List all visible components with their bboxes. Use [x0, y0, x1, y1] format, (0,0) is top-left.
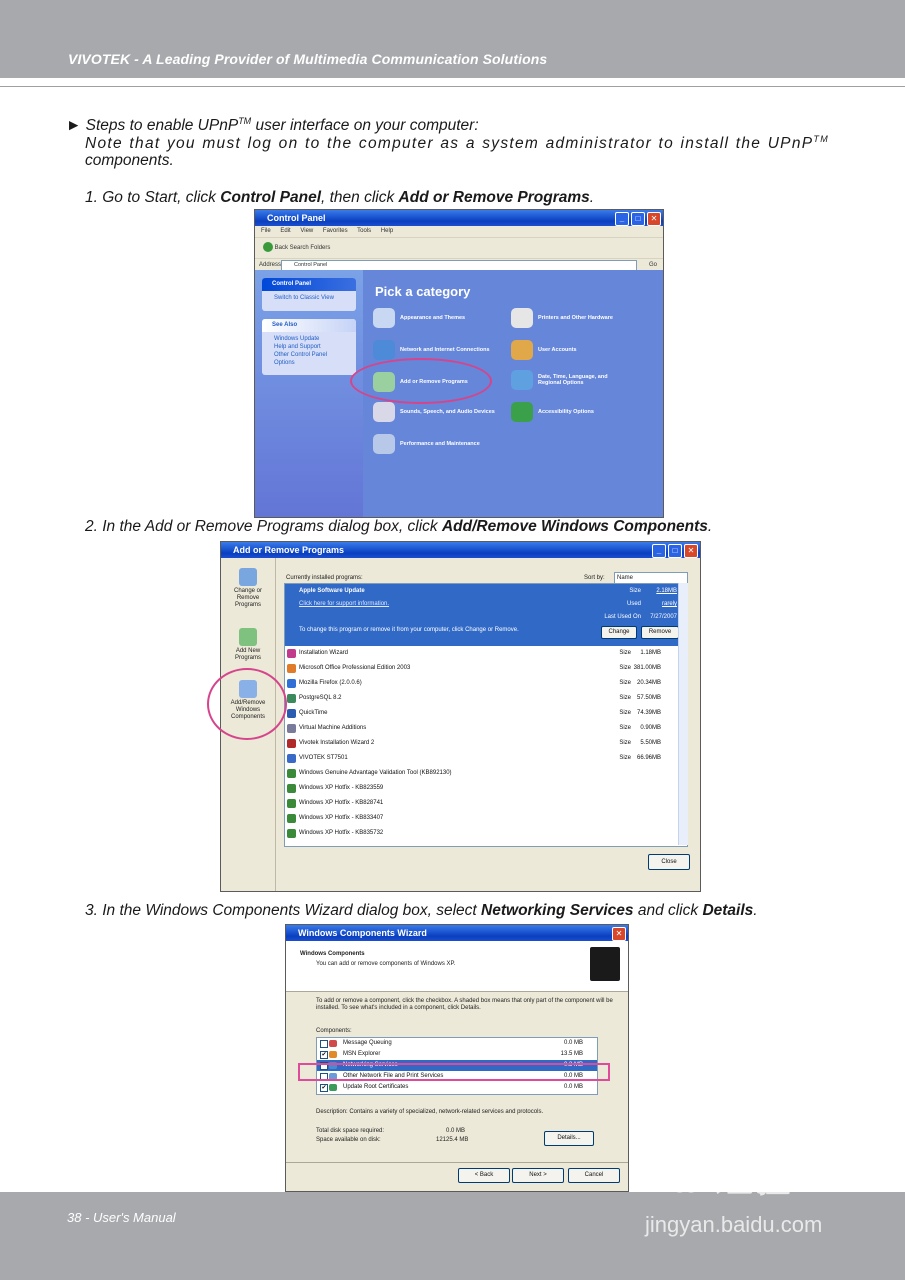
page-header-band	[0, 0, 905, 78]
network-icon	[373, 340, 395, 360]
program-name: Virtual Machine Additions	[299, 725, 367, 731]
header-title: VIVOTEK - A Leading Provider of Multimedia Communication Solutions	[68, 51, 548, 67]
program-rows	[285, 646, 687, 841]
component-row[interactable]	[317, 1082, 597, 1093]
cp-menu-bar[interactable]: File Edit View Favorites Tools Help	[255, 226, 663, 237]
category-accessibility[interactable]: Accessibility Options	[511, 402, 594, 422]
program-icon	[287, 769, 296, 778]
program-icon	[287, 679, 296, 688]
program-size: 1.18MB	[640, 650, 661, 656]
program-icon	[287, 664, 296, 673]
program-size-label: Size	[619, 650, 631, 656]
program-row[interactable]	[285, 781, 687, 796]
program-icon	[287, 709, 296, 718]
program-row[interactable]	[285, 661, 687, 676]
sounds-icon	[373, 402, 395, 422]
watermark-url: jingyan.baidu.com	[645, 1212, 823, 1237]
total-space-label: Total disk space required:	[316, 1128, 385, 1134]
program-name: Windows XP Hotfix - KB833407	[299, 815, 384, 821]
intro-text: Steps to enable UPnP	[85, 117, 239, 135]
add-new-icon	[239, 628, 257, 646]
program-name: Windows XP Hotfix - KB823559	[299, 785, 384, 791]
component-name: Networking Services	[343, 1062, 398, 1068]
program-name: QuickTime	[299, 710, 328, 716]
help-support-link[interactable]: Help and Support	[274, 344, 321, 350]
program-row[interactable]	[285, 736, 687, 751]
program-size: 57.50MB	[636, 695, 661, 701]
program-row[interactable]	[285, 676, 687, 691]
back-button[interactable]: < Back	[458, 1168, 510, 1183]
performance-icon	[373, 434, 395, 454]
wizard-instructions: To add or remove a component, click the checkbox. A shaded box means that only part of the component will be installed. To see what's included in a component, click Details.	[316, 998, 613, 1011]
category-network[interactable]: Network and Internet Connections	[373, 340, 490, 360]
program-size: 20.34MB	[636, 680, 661, 686]
switch-classic-view-link[interactable]: Switch to Classic View	[274, 295, 334, 301]
change-button[interactable]: Change	[601, 626, 637, 639]
program-name: PostgreSQL 8.2	[299, 695, 342, 701]
cp-address-bar: Address Control Panel Go	[255, 258, 663, 271]
wizard-logo-icon	[590, 947, 620, 981]
go-button[interactable]: Go	[648, 262, 657, 268]
pick-category-heading: Pick a category	[375, 284, 471, 299]
windows-update-link[interactable]: Windows Update	[274, 336, 320, 342]
minimize-icon[interactable]: _	[615, 212, 629, 226]
wizard-heading: Windows Components	[300, 951, 365, 957]
category-user-accounts[interactable]: User Accounts	[511, 340, 577, 360]
component-checkbox[interactable]: ✔	[321, 1085, 327, 1091]
program-icon	[287, 784, 296, 793]
component-size: 0.0 MB	[563, 1040, 583, 1046]
available-space-value: 12125.4 MB	[436, 1137, 469, 1143]
available-space-label: Space available on disk:	[316, 1137, 381, 1143]
cp-toolbar[interactable]: Back Search Folders	[255, 237, 663, 258]
close-icon[interactable]: ✕	[612, 927, 626, 941]
program-icon	[287, 814, 296, 823]
program-icon	[287, 649, 296, 658]
change-remove-hint: To change this program or remove it from your computer, click Change or Remove.	[299, 627, 519, 633]
component-checkbox[interactable]: ✔	[321, 1063, 327, 1069]
program-icon	[287, 829, 296, 838]
component-icon	[329, 1040, 337, 1047]
component-name: Other Network File and Print Services	[343, 1073, 444, 1079]
component-name: MSN Explorer	[343, 1051, 381, 1057]
program-icon	[287, 754, 296, 763]
program-icon	[287, 724, 296, 733]
intro-line-1	[66, 116, 479, 135]
programs-list	[284, 583, 688, 847]
step-3-text: 3. In the Windows Components Wizard dialog box, select Networking Services and click Details.	[85, 902, 758, 919]
program-name: Windows Genuine Advantage Validation Tool (KB892130)	[299, 770, 452, 776]
step-2-text: 2. In the Add or Remove Programs dialog box, click Add/Remove Windows Components.	[85, 518, 713, 535]
admin-note: Note that you must log on to the computer as a system administrator to install the UPnP™	[85, 134, 829, 153]
component-name: Message Queuing	[343, 1040, 392, 1046]
program-size: 74.39MB	[636, 710, 661, 716]
selected-program-row[interactable]: Apple Software Update Click here for support information. Size 2.18MB Used rarely Last Used On 7/27/2007 To change this program or remove it from your computer, click Change or Remove. Change Remove	[285, 584, 687, 646]
other-options-link[interactable]: Other Control Panel Options	[274, 352, 328, 366]
program-row[interactable]	[285, 706, 687, 721]
intro-line-3: components.	[85, 152, 174, 169]
cp-task-pane	[255, 270, 363, 517]
date-time-icon	[511, 370, 533, 390]
component-size: 0.3 MB	[563, 1062, 583, 1068]
highlight-circle-add-remove	[350, 358, 492, 404]
support-info-link[interactable]: Click here for support information.	[299, 601, 390, 607]
program-row[interactable]	[285, 691, 687, 706]
program-size-label: Size	[619, 710, 631, 716]
add-new-programs-button[interactable]: Add New Programs	[224, 628, 272, 662]
component-row[interactable]	[317, 1038, 597, 1049]
component-size: 0.0 MB	[563, 1084, 583, 1090]
close-button[interactable]: Close	[648, 854, 690, 870]
user-accounts-icon	[511, 340, 533, 360]
program-row[interactable]	[285, 766, 687, 781]
program-row[interactable]	[285, 751, 687, 766]
intro-text-rest: user interface on your computer:	[251, 117, 479, 135]
sort-by-select[interactable]: Name	[614, 572, 688, 584]
component-checkbox[interactable]: ✔	[321, 1052, 327, 1058]
intro-line-2	[85, 134, 841, 153]
program-size: 0.90MB	[640, 725, 661, 731]
sort-by-label: Sort by:	[584, 575, 605, 581]
program-row[interactable]	[285, 646, 687, 661]
component-row[interactable]	[317, 1049, 597, 1060]
wizard-body	[286, 992, 628, 1191]
add-remove-screenshot	[220, 541, 701, 892]
component-icon	[329, 1051, 337, 1058]
back-icon[interactable]	[263, 242, 273, 252]
next-button[interactable]: Next >	[512, 1168, 564, 1183]
category-performance[interactable]: Performance and Maintenance	[373, 434, 480, 454]
printer-icon	[511, 308, 533, 328]
highlight-box-networking-services	[298, 1063, 610, 1081]
program-size: 381.00MB	[633, 665, 661, 671]
components-label: Components:	[316, 1028, 352, 1034]
component-icon	[329, 1084, 337, 1091]
wizard-title-bar: Windows Components Wizard ✕	[286, 925, 628, 941]
category-sounds[interactable]: Sounds, Speech, and Audio Devices	[373, 402, 495, 422]
address-input[interactable]: Control Panel	[281, 260, 637, 271]
step-1-kw-add-remove: Add or Remove Programs	[398, 189, 590, 206]
wizard-screenshot	[285, 924, 629, 1192]
details-button[interactable]: Details...	[544, 1131, 594, 1146]
component-name: Update Root Certificates	[343, 1084, 409, 1090]
tm-mark: TM	[238, 116, 252, 126]
appearance-icon	[373, 308, 395, 328]
program-size-label: Size	[619, 725, 631, 731]
program-row[interactable]	[285, 796, 687, 811]
program-row[interactable]	[285, 721, 687, 736]
program-name: Vivotek Installation Wizard 2	[299, 740, 375, 746]
program-name: Windows XP Hotfix - KB828741	[299, 800, 384, 806]
component-size: 0.0 MB	[563, 1073, 583, 1079]
ar-title-bar: Add or Remove Programs _ □ ✕	[221, 542, 700, 558]
program-size-label: Size	[619, 755, 631, 761]
program-name: Mozilla Firefox (2.0.0.6)	[299, 680, 362, 686]
component-description: Description: Contains a variety of specialized, network-related services and protocols.	[316, 1109, 544, 1115]
header-rule	[0, 86, 905, 87]
category-printers[interactable]: Printers and Other Hardware	[511, 308, 613, 328]
wizard-header	[286, 941, 628, 992]
close-icon[interactable]: ✕	[684, 544, 698, 558]
program-icon	[287, 739, 296, 748]
program-name: VIVOTEK ST7501	[299, 755, 348, 761]
component-checkbox[interactable]	[320, 1040, 328, 1048]
highlight-circle-windows-components	[207, 668, 287, 740]
add-remove-windows-components-button[interactable]: Add/Remove Windows Components	[224, 680, 272, 721]
program-size-label: Size	[619, 680, 631, 686]
ar-main	[276, 558, 700, 891]
program-icon	[287, 799, 296, 808]
program-size-label: Size	[619, 665, 631, 671]
category-date-time[interactable]: Date, Time, Language, and Regional Options	[511, 370, 631, 390]
program-icon	[287, 694, 296, 703]
program-size-label: Size	[619, 695, 631, 701]
watermark-logo: Bai 经验	[645, 1159, 791, 1201]
selected-program-name: Apple Software Update	[299, 588, 365, 594]
baidu-jingyan-watermark	[645, 1148, 850, 1240]
program-size-label: Size	[619, 740, 631, 746]
footer-page-number: 38 - User's Manual	[67, 1210, 176, 1225]
program-row[interactable]	[285, 811, 687, 826]
change-remove-icon	[239, 568, 257, 586]
step-1-text: 1. Go to Start, click Control Panel, then click Add or Remove Programs.	[85, 189, 595, 206]
cp-panel-control: Control Panel Switch to Classic View	[262, 278, 356, 311]
remove-button[interactable]: Remove	[641, 626, 679, 639]
step-2-kw-add-remove-components: Add/Remove Windows Components	[441, 518, 708, 535]
program-name: Microsoft Office Professional Edition 2003	[299, 665, 411, 671]
program-name: Installation Wizard	[299, 650, 349, 656]
wizard-subheading: You can add or remove components of Windows XP.	[316, 961, 456, 967]
program-size: 5.50MB	[640, 740, 661, 746]
bullet-arrow: ►	[66, 117, 82, 135]
cp-title-bar: Control Panel _ □ ✕	[255, 210, 663, 226]
cp-panel-see-also: See Also Windows Update Help and Support Other Control Panel Options	[262, 319, 356, 375]
close-icon[interactable]: ✕	[647, 212, 661, 226]
category-add-remove-programs[interactable]: Add or Remove Programs	[373, 372, 468, 392]
category-appearance[interactable]: Appearance and Themes	[373, 308, 465, 328]
program-row[interactable]	[285, 826, 687, 841]
accessibility-icon	[511, 402, 533, 422]
program-name: Windows XP Hotfix - KB835732	[299, 830, 384, 836]
component-size: 13.5 MB	[560, 1051, 583, 1057]
program-size: 66.96MB	[636, 755, 661, 761]
maximize-icon[interactable]: □	[631, 212, 645, 226]
total-space-value: 0.0 MB	[446, 1128, 466, 1134]
step-3-kw-networking-services: Networking Services	[481, 902, 634, 919]
currently-installed-label: Currently installed programs:	[286, 575, 363, 581]
maximize-icon[interactable]: □	[668, 544, 682, 558]
cancel-button[interactable]: Cancel	[568, 1168, 620, 1183]
step-1-kw-control-panel: Control Panel	[220, 189, 322, 206]
minimize-icon[interactable]: _	[652, 544, 666, 558]
step-3-kw-details: Details	[702, 902, 754, 919]
programs-scrollbar[interactable]	[678, 583, 688, 845]
change-remove-programs-button[interactable]: Change or Remove Programs	[224, 568, 272, 609]
